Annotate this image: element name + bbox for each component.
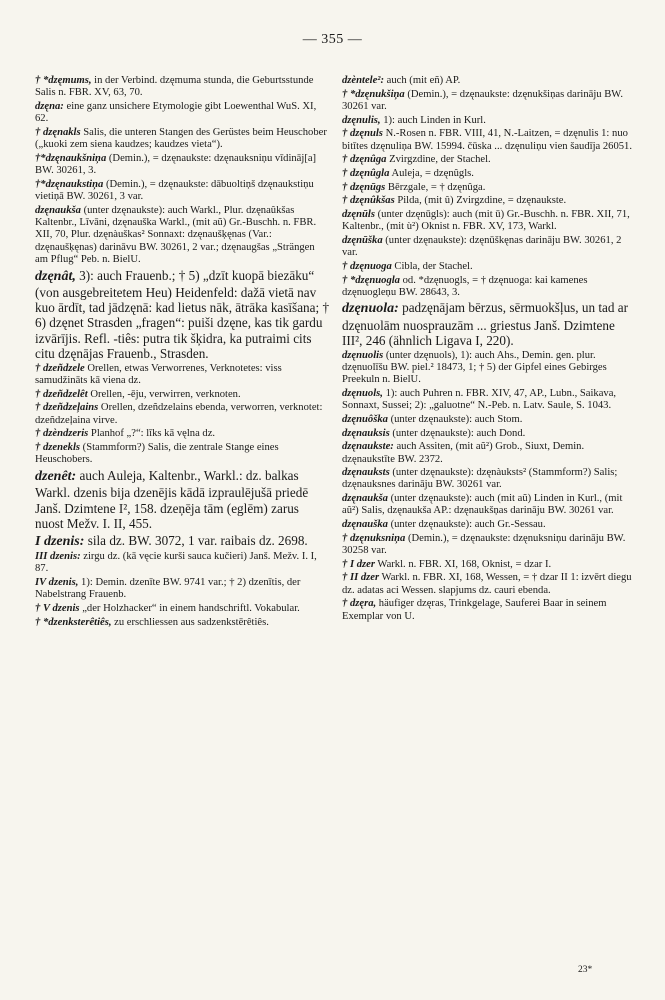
dictionary-entry [35, 205, 330, 266]
dictionary-entry [342, 598, 637, 623]
entry-headword: IV dzenis, [35, 577, 79, 589]
entry-headword: dzęnuôška [342, 413, 388, 425]
entry-text: (Demin.), = dzęnaukste: dābuoltiņš dzęnaukstiņu vietiņā BW. 30261, 3 var. [35, 178, 314, 203]
entry-headword: I dzenis: [35, 533, 85, 549]
dictionary-entry [35, 363, 330, 388]
entry-text: (unter dzęnaukste): auch Gr.-Sessau. [387, 519, 546, 531]
entry-text: (unter dzęnaukste): dzęnàuksts² (Stammform?) Salis; dzęnauksnes darināju BW. 30261 var. [342, 467, 618, 491]
dictionary-entry [342, 75, 637, 87]
entry-headword: † V dzenis [35, 603, 80, 615]
entry-headword: † *dzenksterêtiês, [35, 616, 112, 628]
dictionary-entry [35, 153, 330, 178]
dictionary-entry [35, 75, 330, 100]
entry-headword: † dzęnûga [342, 154, 387, 166]
dictionary-entry [342, 572, 637, 597]
entry-text: Warkl. n. FBR. XI, 168, Oknist, = dzar I. [374, 558, 552, 570]
entry-headword: †*dzęnaukstiņa [35, 178, 104, 190]
entry-text: 1): Demin. dzenīte BW. 9741 var.; † 2) dzenītis, der Nabelstrang Frauenb. [35, 577, 301, 601]
entry-headword: † II dzer [342, 572, 380, 584]
entry-headword: † dzeñdzeļains [35, 402, 99, 414]
right-column [342, 75, 637, 624]
entry-text: in der Verbind. dzęmuma stunda, die Geburtsstunde Salis n. FBR. XV, 63, 70. [35, 75, 314, 99]
entry-headword: dzęnauška [342, 519, 388, 531]
entry-text: (unter dzęnaukste): auch Stom. [387, 413, 523, 425]
dictionary-entry [342, 182, 637, 194]
entry-headword: dzęnaukste: [342, 441, 394, 453]
entry-text: Orellen, dzeñdzelains ebenda, verworren, verknotet: dzeñdzeļaina virve. [35, 402, 323, 426]
entry-text: Cibla, der Stachel. [391, 260, 473, 272]
entry-text: auch Auleja, Kaltenbr., Warkl.: dz. balkas Warkl. dzenis bija dzenējis kādā izpraulējušā priedē Janš. Dzimtene I², 158. dzeņēja tām (eglēm) zarus nuost Mežv. I. II, 455. [35, 467, 309, 531]
entry-text: padzęnājam bērzus, sērmuokšļus, un tad ar dzęnuolām nuosprauzām ... griestus Janš. Dzimtene III², 246 (ähnlich Ligava I, 220). [342, 300, 629, 349]
dictionary-entry [342, 89, 637, 114]
entry-headword: † dzeñdzele [35, 362, 85, 374]
entry-headword: † dzęnûgla [342, 167, 390, 179]
dictionary-entry [342, 388, 637, 413]
entry-text: (Demin.), = dzęnaukste: dzęnukšiņas darināju BW. 30261 var. [342, 88, 623, 112]
entry-text: (unter dzęnaukste): auch Dond. [389, 427, 526, 439]
dictionary-entry [342, 235, 637, 260]
entry-text: Planhof „?“: līks kā vęlna dz. [88, 428, 216, 440]
entry-headword: † dzęnūgs [342, 181, 386, 193]
entry-text: Bērzgale, = † dzęnûga. [385, 181, 486, 193]
entry-text: „der Holzhacker“ in einem handschriftl. Vokabular. [79, 603, 300, 615]
entry-headword: dzèntele²: [342, 75, 385, 86]
entry-text: Auleja, = dzęnûgls. [389, 167, 474, 179]
entry-headword: dzęnât, [35, 268, 76, 284]
left-column [35, 75, 330, 630]
dictionary-entry [342, 195, 637, 207]
dictionary-entry [342, 128, 637, 153]
entry-text: Zvirgzdine, der Stachel. [386, 154, 491, 166]
entry-text: Salis, die unteren Stangen des Gerüstes beim Heuschober („kuoki zem siena kaudzes; kaudzes vieta“). [35, 126, 327, 151]
entry-headword: dzęnaukša [342, 493, 388, 505]
dictionary-entry [342, 350, 637, 387]
dictionary-entry [342, 275, 637, 300]
dictionary-entry [342, 300, 637, 348]
entry-text: (Stammform?) Salis, die zentrale Stange eines Heuschobers. [35, 442, 279, 466]
dictionary-entry [342, 414, 637, 426]
page-number: — 355 — [302, 32, 363, 47]
entry-text: (unter dzęnaukste): dzęnūškęnas darināju BW. 30261, 2 var. [342, 234, 622, 259]
entry-headword: dzęnuols, [342, 387, 383, 399]
entry-text: 3): auch Frauenb.; † 5) „dzīt kuopā biezāku“ (von ausgebreitetem Heu) Heidenfeld: dažā vietā nav kuo ārdīt, tad jādzęnā: kad lietus nāk, ātrāka kasīšana; † 6) dzęnet Strasden „fragen“: puiši dzęne, kas tik gardu izvārījis. Refl. -tiês: putra tik šķidra, ka putraimi cits citu dzęnājas Frauenb., Strasden. [35, 267, 330, 362]
entry-headword: dzęnuola: [342, 301, 399, 317]
dictionary-entry [35, 268, 330, 362]
dictionary-entry [342, 519, 637, 531]
entry-headword: † dzęra, [342, 598, 377, 610]
entry-text: 1): auch Linden in Kurl. [380, 114, 486, 126]
dictionary-entry [35, 617, 330, 629]
entry-headword: † dzęnakls [35, 126, 81, 138]
entry-headword: dzęnaukša [35, 204, 81, 216]
entry-headword: † dzeñdzelêt [35, 388, 88, 400]
entry-text: (unter dzęnuols), 1): auch Ahs., Demin. gen. plur. dzęnuolīšu BW. piel.² 18473, 1; † 5) der Gipfel eines Gebirges Preekuln n. BielU. [342, 349, 607, 386]
dictionary-entry [342, 493, 637, 518]
entry-headword: dzęnūška [342, 234, 383, 246]
dictionary-entry [35, 468, 330, 531]
entry-headword: † *dzęnuogla [342, 274, 400, 286]
entry-text: auch (mit eñ) AP. [384, 75, 461, 86]
dictionary-entry [35, 179, 330, 204]
entry-headword: dzęnūls [342, 208, 375, 220]
dictionary-entry [35, 127, 330, 152]
dictionary-entry [35, 428, 330, 440]
entry-headword: † dzęnuksniņa [342, 532, 406, 544]
dictionary-entry [342, 115, 637, 127]
dictionary-entry [342, 261, 637, 273]
dictionary-entry [342, 168, 637, 180]
entry-headword: † dzęnuoga [342, 260, 392, 272]
printer-signature-mark: 23* [578, 965, 593, 975]
entry-text: (Demin.), = dzęnaukste: dzęnuksniņu darināju BW. 30258 var. [342, 532, 626, 557]
entry-headword: dzenêt: [35, 468, 77, 484]
entry-text: 1): auch Puhren n. FBR. XIV, 47, AP., Lubn., Saikava, Sonnaxt, Sussei; 2): „galuotne“ N.-Peb. n. Latv. Saule, S. 1043. [342, 387, 617, 412]
entry-text: sila dz. BW. 3072, 1 var. raibais dz. 2698. [84, 532, 308, 548]
entry-text: (Demin.), = dzęnaukste: dzęnauksniņu vīdināj[a] BW. 30261, 3. [35, 152, 317, 177]
entry-text: zu erschliessen aus sadzenkstērêtiês. [111, 616, 269, 628]
entry-headword: dzęnulis, [342, 114, 381, 126]
dictionary-entry [342, 559, 637, 571]
entry-headword: III dzenis: [35, 551, 81, 563]
entry-headword: dzęnauksis [342, 427, 390, 439]
entry-text: (unter dzęnaukste): auch (mit aũ) Linden in Kurl., (mit aû²) Salis, dzęnaukša AP.: dzęnaukšņas darināju BW. 30261 var. [342, 493, 623, 517]
entry-headword: † dzenekls [35, 442, 81, 453]
dictionary-entry [342, 154, 637, 166]
dictionary-entry [35, 577, 330, 602]
dictionary-entry [35, 389, 330, 401]
dictionary-entry [35, 603, 330, 615]
entry-text: Orellen, etwas Verworrenes, Verknotetes: viss samudžināts kā viena dz. [35, 362, 282, 387]
entry-headword: † dzęnûkšas [342, 195, 395, 207]
entry-text: häufiger dzęras, Trinkgelage, Sauferei Baar in seinem Exemplar von U. [342, 598, 607, 622]
entry-headword: † *dzęnukšiņa [342, 88, 405, 100]
dictionary-entry [342, 428, 637, 440]
entry-text: (unter dzęnūgls): auch (mit ū) Gr.-Buschh. n. FBR. XII, 71, Kaltenbr., (mit ù²) Oknist n. FBR. XV, 173, Warkl. [342, 208, 630, 233]
entry-text: Orellen, -ēju, verwirren, verknoten. [87, 388, 241, 400]
entry-headword: dzęnuolis [342, 349, 384, 361]
dictionary-entry [35, 551, 330, 576]
entry-text: eine ganz unsichere Etymologie gibt Loewenthal WuS. XI, 62. [35, 100, 317, 125]
entry-headword: † I dzer [342, 558, 375, 570]
dictionary-entry [342, 209, 637, 234]
dictionary-entry [342, 533, 637, 558]
entry-text: Pilda, (mit û) Zvirgzdine, = dzęnaukste. [394, 195, 567, 207]
entry-headword: dzęnauksts [342, 467, 390, 479]
entry-text: (unter dzęnaukste): auch Warkl., Plur. dzęnaûkšas Kaltenbr., Līvāni, dzęnauška Warkl., (mit aũ) Gr.-Buschh. n. FBR. XII, 70, Plur. dzęnàuškas² Sonnaxt: dzęnaušķęnas (Var.: dzęnaušķęnas) darināvu BW. 30261, 2 var.; dzęnaugšas „Strängen am Pflug“ Peb. n. BielU. [35, 204, 317, 265]
entry-headword: † dzęnuls [342, 128, 383, 140]
entry-headword: †*dzęnaukšniņa [35, 152, 107, 164]
entry-headword: dzęna: [35, 100, 64, 112]
dictionary-entry [35, 101, 330, 126]
entry-text: N.-Rosen n. FBR. VIII, 41, N.-Laitzen, = dzęnulis 1: nuo bitītes dzęnuliņa BW. 15994. čūska ... dzęnuliņu vien šaudīja 26051. [342, 128, 633, 152]
entry-headword: † dzèndzeris [35, 428, 89, 440]
dictionary-entry [342, 467, 637, 492]
entry-text: od. *dzęnuogls, = † dzęnuoga: kai kamenes dzęnuogleņu BW. 28643, 3. [342, 274, 588, 298]
dictionary-entry [342, 441, 637, 466]
entry-text: auch Assiten, (mit aũ²) Grob., Siuxt, Demin. dzęnaukstīte BW. 2372. [342, 441, 585, 465]
dictionary-entry [35, 533, 330, 550]
dictionary-entry [35, 402, 330, 427]
entry-text: zirgu dz. (kā vęcie kurši sauca kučieri) Janš. Mežv. I. I, 87. [35, 551, 317, 575]
entry-headword: † *dzęmums, [35, 75, 92, 86]
dictionary-entry [35, 442, 330, 467]
entry-text: Warkl. n. FBR. XI, 168, Wessen, = † dzar II 1: izvērt diegu dz. adatas aci Wessen. slapjums dz. cauri ebenda. [342, 572, 632, 596]
